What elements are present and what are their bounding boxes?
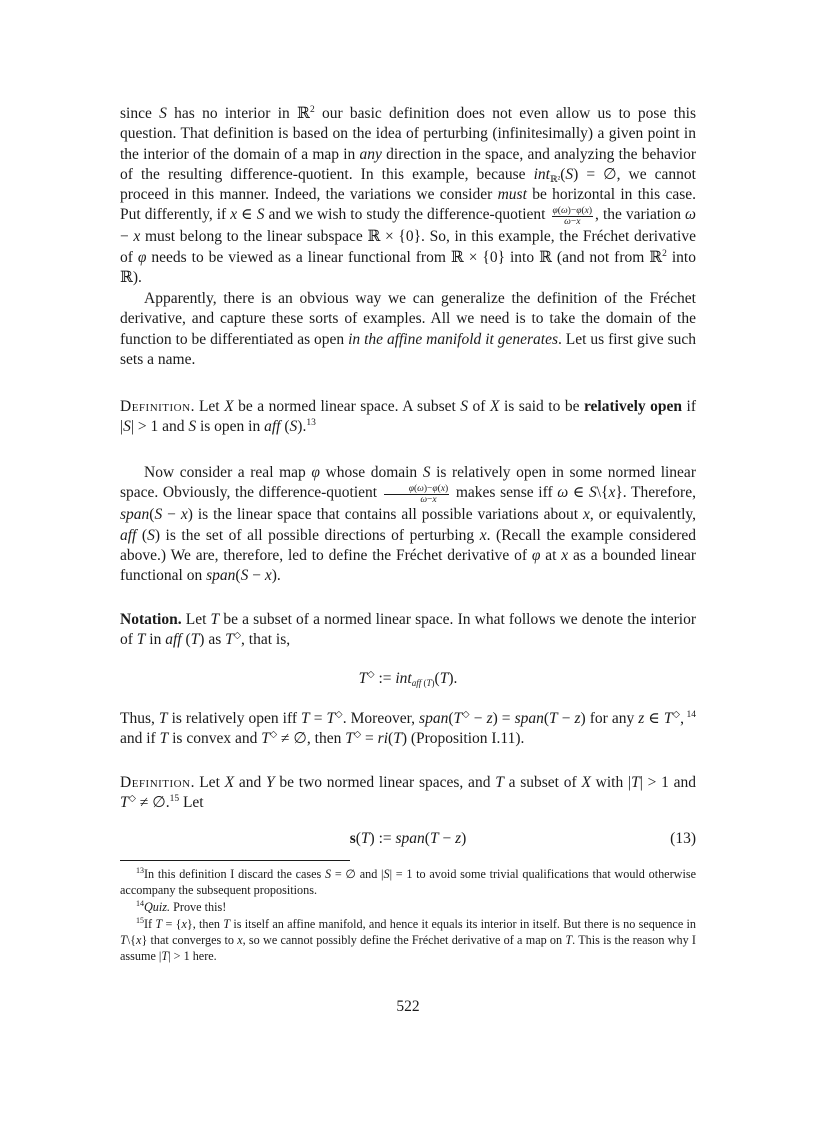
- notation-after: Thus, T is relatively open iff T = T◇. Moreover, span(T◇ − z) = span(T − z) for any z ∈ T◇, $^{14}$ and if T is convex and T◇ ≠ ∅, then T◇ = ri(T) (Proposition I.11).: [120, 710, 696, 748]
- equation-number: (13): [670, 830, 696, 847]
- notation-block: Notation. Let T be a subset of a normed linear space. In what follows we denote the interior of T in aff (T) as T◇, that is,: [120, 611, 696, 649]
- footnote-14: $^{14}$Quiz. Prove this!: [136, 899, 227, 914]
- display-equation-13: s(T) := span(T − z) (13): [349, 830, 696, 847]
- definition-relatively-open: Definition. Let X be a normed linear space. A subset S of X is said to be relatively open if |S| > 1 and S is open in aff (S).$^{13}$: [120, 398, 697, 436]
- paragraph-apparently: Apparently, there is an obvious way we can generalize the definition of the Fréchet derivative, and capture these sorts of examples. All we need is to take the domain of the function to be differentiated as open in the affine manifold it generates. Let us first give such sets a name.: [120, 290, 696, 368]
- footnote-rule: [120, 860, 350, 861]
- paragraph-intro-continued: since S has no interior in ℝ$^2$ our basic definition does not even allow us to pose this question. That definition is based on the idea of perturbing (infinitesimally) a given point in the interior of the domain of a map in any direction in the space, and analyzing the behavior of the resulting difference-quotient. In this example, because int$_{ℝ^2}$(S) = ∅, we cannot proceed in this manner. Indeed, the variations we consider must be horizontal in this case. Put differently, if x ∈ S and we wish to study the difference-quotient $\frac{\varphi(\omega)-\varphi(x)}{\omega-x}$ , the variation ω − x must belong to the linear subspace ℝ × {0}. So, in this example, the Fréchet derivative of φ needs to be viewed as a linear functional from ℝ × {0} into ℝ (and not from ℝ$^2$ into ℝ).: [120, 105, 696, 287]
- page-number: 522: [396, 998, 420, 1015]
- footnote-15: $^{15}$If T = {x}, then T is itself an affine manifold, and hence it equals its interior in itself. But there is no sequence in T\{x} that converges to x, so we cannot possibly define the Fréchet derivative of a map on T. This is the reason why I assume |T| > 1 here.: [120, 916, 696, 964]
- footnote-13: $^{13}$In this definition I discard the cases S = ∅ and |S| = 1 to avoid some trivial qualifications that would otherwise accompany the subsequent propositions.: [120, 866, 696, 898]
- definition-second: Definition. Let X and Y be two normed linear spaces, and T a subset of X with |T| > 1 and T◇ ≠ ∅.$^{15}$ Let: [120, 774, 696, 812]
- display-equation-interior: T◇ := int$_{aff (T)}$(T).: [358, 670, 458, 688]
- paragraph-now-consider: Now consider a real map φ whose domain S is relatively open in some normed linear space. Obviously, the difference-quotient $\frac{\varphi(\omega)-\varphi(x)}{\omega-x}$ makes sense iff ω ∈ S\{x}. Therefore, span(S − x) is the linear space that contains all possible variations about x, or equivalently, aff (S) is the set of all possible directions of perturbing x. (Recall the example considered above.) We are, therefore, led to define the Fréchet derivative of φ at x as a bounded linear functional on span(S − x).: [120, 464, 696, 585]
